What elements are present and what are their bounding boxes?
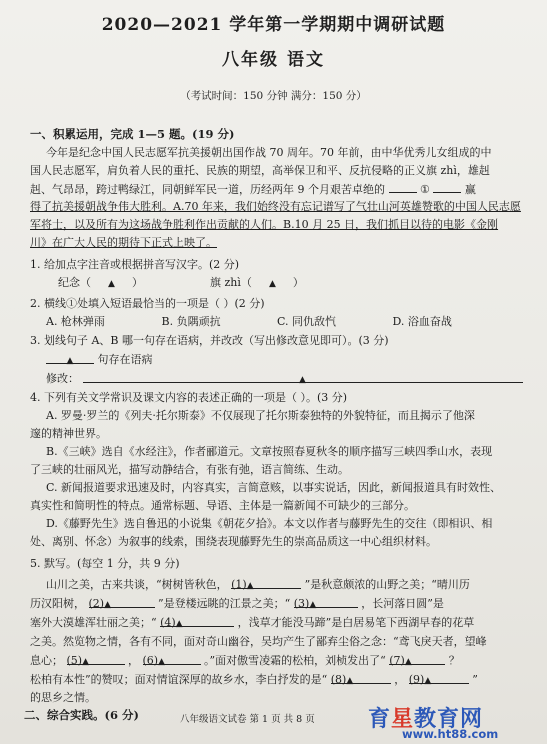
q5-line: 息心； (5)▲ ， (6)▲ 。”面对傲雪凌霜的松柏，刘桢发出了“ (7)▲ ？ (30, 654, 460, 667)
fill-blank: (7)▲ (389, 653, 445, 665)
passage-line (30, 181, 530, 197)
exam-subtitle: 八年级 语文 (222, 50, 325, 70)
q2-option-d: D. 浴血奋战 (392, 315, 452, 328)
question-2: 2. 横线①处填入短语最恰当的一项是（ ）(2 分) (30, 297, 265, 310)
fill-blank: (6)▲ (143, 653, 201, 665)
answer-marker-icon: ▲ (268, 279, 276, 289)
question-1-items (58, 275, 547, 292)
page-footer: 八年级语文试卷 第 1 页 共 8 页 (180, 714, 315, 725)
q1-item-b: 旗 zhì（ (210, 276, 252, 289)
q5-line: 松柏有本性”的赞叹；面对情谊深厚的故乡水，李白抒发的是“ (8)▲ ， (9)▲ ” (30, 673, 478, 686)
question-3-line1 (46, 352, 546, 367)
exam-info: （考试时间：150 分钟 满分：150 分） (180, 90, 367, 102)
passage-line: 川》在广大人民的期待下正式上映了。 (30, 236, 217, 249)
site-watermark-logo: 育星教育网 (368, 707, 484, 732)
answer-marker-icon: ▲ (309, 600, 317, 610)
passage-text: 赳、气昂昂，跨过鸭绿江，同朝鲜军民一道，历经两年 9 个月艰苦卓绝的 (30, 183, 385, 196)
blank-line (433, 181, 461, 193)
q4-option-d: D.《藤野先生》选自鲁迅的小说集《朝花夕拾》。本文以作者与藤野先生的交往（即相识、相 (46, 517, 493, 530)
q5-line: 山川之美，古来共谈，“树树皆秋色， (1)▲ ”是秋意颇浓的山野之美；“晴川历 (46, 578, 470, 591)
passage-line: 今年是纪念中国人民志愿军抗美援朝出国作战 70 周年。70 年前，由中华优秀儿女组成的中 (46, 146, 492, 159)
answer-line (83, 371, 523, 383)
fill-blank: (3)▲ (294, 596, 358, 608)
passage-line: 军将士，以及所有为这场战争胜利作出贡献的人们。B.10 月 25 日，我们抓目以待的电影《金刚 (30, 218, 499, 231)
q4-option-c-cont: 真实性和简明性的特点。通常标题、导语、主体是一篇新闻不可缺少的三部分。 (30, 499, 415, 512)
answer-marker-icon: ▲ (104, 600, 112, 610)
q4-option-b: B.《三峡》选自《水经注》，作者郦道元。文章按照春夏秋冬的顺序描写三峡四季山水，表现 (46, 445, 493, 458)
q2-option-c: C. 同仇敌忾 (277, 315, 337, 328)
q4-option-a: A. 罗曼·罗兰的《列夫·托尔斯泰》不仅展现了托尔斯泰独特的外貌特征，而且揭示了他深 (46, 409, 475, 422)
question-3: 3. 划线句子 A、B 哪一句存在语病，并改改（写出修改意见即可）。(3 分) (30, 334, 389, 347)
answer-marker-icon: ▲ (424, 676, 432, 686)
section1-heading: 一、积累运用，完成 1—5 题。(19 分) (30, 127, 235, 141)
q4-option-b-cont: 了三峡的壮丽风光，描写动静结合，有张有弛，语言简练、生动。 (30, 463, 349, 476)
question-5: 5. 默写。(每空 1 分，共 9 分) (30, 557, 180, 570)
question-4: 4. 下列有关文学常识及课文内容的表述正确的一项是（ ）。(3 分) (30, 391, 348, 404)
section2-heading: 二、综合实践。(6 分) (24, 708, 139, 722)
answer-marker-icon: ▲ (175, 619, 183, 629)
passage-line: 得了抗美援朝战争伟大胜利。A.70 年来，我们始终没有忘记谱写了气壮山河英雄赞歌的中国人民志愿 (30, 200, 521, 213)
answer-marker-icon: ▲ (108, 279, 115, 289)
q2-option-a: A. 枪林弹雨 (46, 315, 105, 328)
fill-blank: (8)▲ (331, 672, 391, 684)
fill-blank: (4)▲ (160, 615, 234, 627)
question-1: 1. 给加点字注音或根据拼音写汉字。(2 分) (30, 258, 240, 271)
blank-line (389, 181, 417, 193)
site-watermark-url: www.ht88.com (402, 727, 499, 741)
fill-blank: (9)▲ (409, 672, 469, 684)
fill-blank: (1)▲ (231, 577, 301, 589)
answer-marker-icon: ▲ (404, 657, 412, 667)
q5-line: 塞外大漠雄浑壮丽之美；“ (4)▲ ，浅草才能没马蹄”是白居易笔下西湖早春的花草 (30, 616, 475, 629)
answer-marker-icon: ▲ (299, 375, 306, 385)
q5-line: 之美。然览物之情，各有不同，面对奇山幽谷，吴均产生了鄙弃尘俗之念：“鸢飞戾天者，望峰 (30, 635, 487, 648)
answer-marker-icon: ▲ (82, 657, 90, 667)
q4-option-d-cont: 处、离别、怀念）为叙事的线索，围绕表现藤野先生的崇高品质这一中心组织材料。 (30, 535, 437, 548)
question-3-line2 (46, 371, 546, 386)
q4-option-c: C. 新闻报道要求迅速及时，内容真实，言简意赅，以事实说话，因此，新闻报道具有时效性、 (46, 481, 502, 494)
q5-line: 历汉阳树， (2)▲ ”是登楼远眺的江景之美；“ (3)▲ ，长河落日圆”是 (30, 597, 444, 610)
q2-option-b: B. 负隅顽抗 (161, 315, 221, 328)
passage-text: 赢 (464, 183, 476, 196)
q3-line2-prefix: 修改： (46, 372, 79, 385)
q4-option-a-cont: 邃的精神世界。 (30, 427, 107, 440)
q1-item-b-end: ） (292, 276, 304, 289)
q5-line: 的思乡之情。 (30, 691, 96, 704)
blank-number: ① (420, 183, 430, 196)
answer-marker-icon: ▲ (158, 657, 166, 667)
q1-item-a: 纪念（ (58, 276, 91, 289)
passage-line: 国人民志愿军，肩负着人民的重托、民族的期望，高举保卫和平、反抗侵略的正义旗 zhì，雄赳 (30, 164, 490, 177)
q3-line1-suffix: 句存在语病 (97, 353, 153, 366)
answer-marker-icon: ▲ (246, 581, 254, 591)
exam-title: 2020—2021 学年第一学期期中调研试题 (101, 15, 446, 35)
question-2-options (46, 314, 546, 329)
fill-blank: (2)▲ (89, 596, 155, 608)
fill-blank: (5)▲ (67, 653, 125, 665)
answer-marker-icon: ▲ (346, 676, 354, 686)
q1-item-a-end: ） (132, 276, 143, 289)
answer-marker-icon: ▲ (46, 352, 94, 364)
